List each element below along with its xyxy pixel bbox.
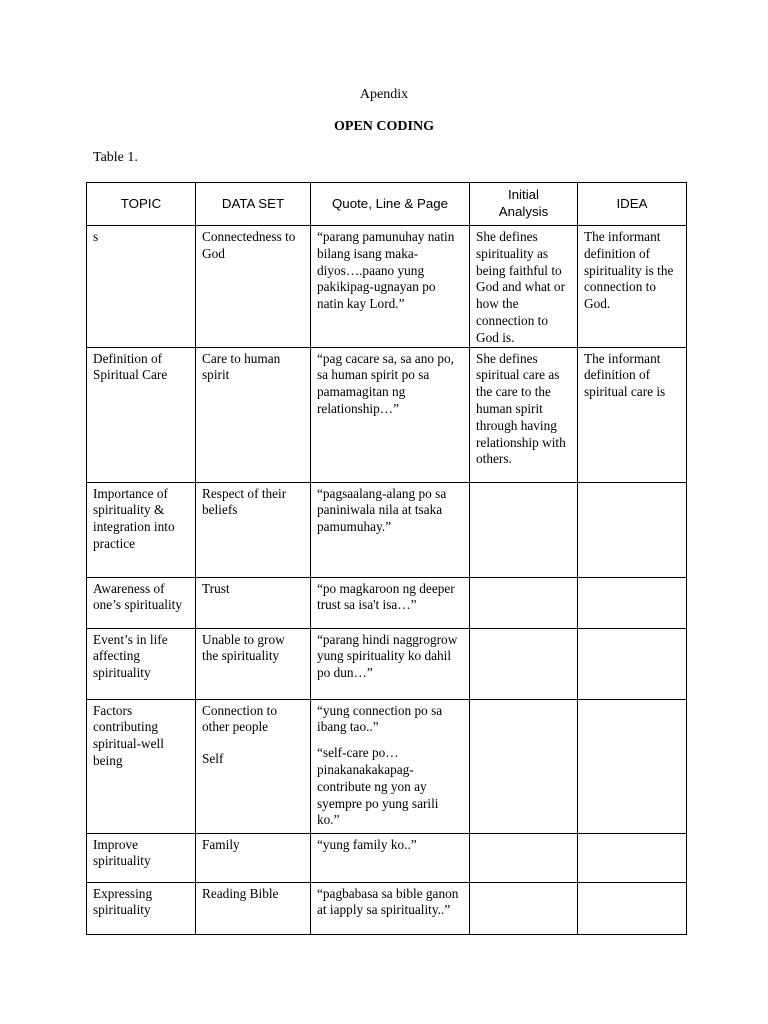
idea-cell: The informant definition of spirituality is the connection to God.: [578, 226, 687, 348]
page-heading: OPEN CODING: [334, 119, 434, 134]
header-data-set: DATA SET: [196, 183, 311, 226]
table-row: [87, 577, 687, 628]
cell-spacer: [317, 736, 463, 745]
topic-cell: Importance of spirituality & integration into practice: [87, 482, 196, 577]
table-row: [87, 347, 687, 482]
cell-spacer: [202, 736, 304, 751]
analysis-cell: She defines spirituality as being faithful to God and what or how the connection to God is.: [470, 226, 578, 348]
topic-cell: Improve spirituality: [87, 833, 196, 882]
idea-cell: The informant definition of spiritual care is: [578, 347, 687, 482]
topic-cell: Definition of Spiritual Care: [87, 347, 196, 482]
header-initial-analysis: Initial Analysis: [470, 183, 578, 226]
topic-cell: Event’s in life affecting spirituality: [87, 628, 196, 699]
quote-cell: “pagbabasa sa bible ganon at iapply sa spirituality..”: [311, 882, 470, 934]
analysis-cell: [470, 699, 578, 833]
data-set-cell: [196, 699, 311, 833]
analysis-cell: [470, 882, 578, 934]
header-quote: Quote, Line & Page: [311, 183, 470, 226]
table-row: [87, 833, 687, 882]
quote-cell: “po magkaroon ng deeper trust sa isa't isa…”: [311, 577, 470, 628]
analysis-cell: She defines spiritual care as the care to the human spirit through having relationship with others.: [470, 347, 578, 482]
quote-cell: [311, 699, 470, 833]
idea-cell: [578, 833, 687, 882]
table-row: [87, 226, 687, 348]
data-set-cell: Unable to grow the spirituality: [196, 628, 311, 699]
table-row: [87, 482, 687, 577]
topic-cell: Expressing spirituality: [87, 882, 196, 934]
data-set-cell: Care to human spirit: [196, 347, 311, 482]
topic-cell: s: [87, 226, 196, 348]
quote-cell: “pagsaalang-alang po sa paniniwala nila at tsaka pamumuhay.”: [311, 482, 470, 577]
topic-cell: Awareness of one’s spirituality: [87, 577, 196, 628]
header-topic: TOPIC: [87, 183, 196, 226]
appendix-title: Apendix: [359, 87, 409, 102]
table-label: Table 1.: [93, 150, 138, 165]
open-coding-table: [86, 182, 687, 935]
idea-cell: [578, 882, 687, 934]
table-row: [87, 699, 687, 833]
data-set-self: Self: [202, 751, 224, 767]
data-set-cell: Trust: [196, 577, 311, 628]
table-row: [87, 628, 687, 699]
data-set-cell: Family: [196, 833, 311, 882]
analysis-cell: [470, 628, 578, 699]
analysis-cell: [470, 577, 578, 628]
data-set-cell: Reading Bible: [196, 882, 311, 934]
data-set-connection: Connection to other people: [202, 702, 277, 735]
quote-cell: “yung family ko..”: [311, 833, 470, 882]
header-idea: IDEA: [578, 183, 687, 226]
idea-cell: [578, 699, 687, 833]
table-row: [87, 882, 687, 934]
quote-connection: “yung connection po sa ibang tao..”: [317, 702, 443, 735]
topic-cell: Factors contributing spiritual-well being: [87, 699, 196, 833]
idea-cell: [578, 482, 687, 577]
table-header-row: [87, 183, 687, 226]
quote-cell: “pag cacare sa, sa ano po, sa human spirit po sa pamamagitan ng relationship…”: [311, 347, 470, 482]
analysis-cell: [470, 482, 578, 577]
analysis-cell: [470, 833, 578, 882]
idea-cell: [578, 577, 687, 628]
idea-cell: [578, 628, 687, 699]
quote-self: “self-care po… pinakanakakapag-contribute ng yon ay syempre po yung sarili ko.”: [317, 745, 439, 828]
data-set-cell: Respect of their beliefs: [196, 482, 311, 577]
quote-cell: “parang pamunuhay natin bilang isang maka-diyos….paano yung pakikipag-ugnayan po natin kay Lord.”: [311, 226, 470, 348]
data-set-cell: Connectedness to God: [196, 226, 311, 348]
quote-cell: “parang hindi naggrogrow yung spirituality ko dahil po dun…”: [311, 628, 470, 699]
